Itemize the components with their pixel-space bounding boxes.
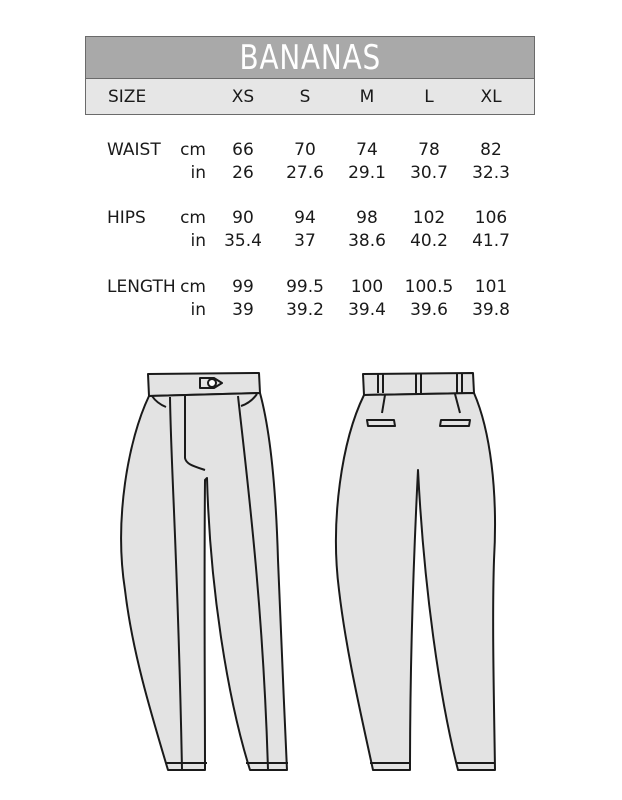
hips-unit-in: in	[190, 231, 206, 251]
waist-label: WAIST	[107, 140, 161, 160]
length-label: LENGTH	[107, 277, 176, 297]
length-unit-in: in	[190, 300, 206, 320]
waist-in-m: 29.1	[348, 163, 386, 183]
hips-cm-l: 102	[412, 208, 446, 228]
pants-back-drawing	[336, 373, 495, 770]
length-in-s: 39.2	[286, 300, 324, 320]
length-in-xl: 39.8	[472, 300, 510, 320]
waist-cm-s: 70	[294, 140, 316, 160]
hips-unit-cm: cm	[180, 208, 206, 228]
size-label: SIZE	[108, 87, 147, 107]
waist-in-xs: 26	[232, 163, 254, 183]
back-body	[336, 393, 495, 770]
pants-front-drawing	[121, 373, 288, 770]
size-xs-header: XS	[231, 87, 255, 107]
waist-in-xl: 32.3	[472, 163, 510, 183]
hips-label: HIPS	[107, 208, 146, 228]
hips-cm-xl: 106	[474, 208, 508, 228]
size-l-header: L	[424, 87, 434, 107]
front-body	[121, 393, 287, 770]
waist-unit-in: in	[190, 163, 206, 183]
length-unit-cm: cm	[180, 277, 206, 297]
length-cm-m: 100	[350, 277, 384, 297]
back-pocket-left	[367, 420, 395, 426]
hips-cm-m: 98	[356, 208, 378, 228]
size-header-row	[85, 78, 535, 115]
waist-in-s: 27.6	[286, 163, 324, 183]
waist-cm-xl: 82	[480, 140, 502, 160]
hips-in-l: 40.2	[410, 231, 448, 251]
length-cm-s: 99.5	[286, 277, 324, 297]
hips-cm-s: 94	[294, 208, 316, 228]
hips-in-xs: 35.4	[224, 231, 262, 251]
front-button	[208, 379, 216, 387]
hips-in-s: 37	[294, 231, 316, 251]
hips-in-xl: 41.7	[472, 231, 510, 251]
length-cm-l: 100.5	[404, 277, 454, 297]
waist-unit-cm: cm	[180, 140, 206, 160]
hips-in-m: 38.6	[348, 231, 386, 251]
waist-cm-xs: 66	[232, 140, 254, 160]
size-m-header: M	[359, 87, 375, 107]
waist-cm-l: 78	[418, 140, 440, 160]
waist-cm-m: 74	[356, 140, 378, 160]
waist-in-l: 30.7	[410, 163, 448, 183]
length-in-m: 39.4	[348, 300, 386, 320]
title-bar	[85, 36, 535, 79]
size-xl-header: XL	[480, 87, 502, 107]
size-s-header: S	[299, 87, 311, 107]
length-cm-xs: 99	[232, 277, 254, 297]
chart-title: BANANAS	[239, 37, 381, 78]
length-in-l: 39.6	[410, 300, 448, 320]
garment-illustrations	[0, 360, 622, 800]
length-cm-xl: 101	[474, 277, 508, 297]
hips-cm-xs: 90	[232, 208, 254, 228]
length-in-xs: 39	[232, 300, 254, 320]
back-pocket-right	[440, 420, 470, 426]
